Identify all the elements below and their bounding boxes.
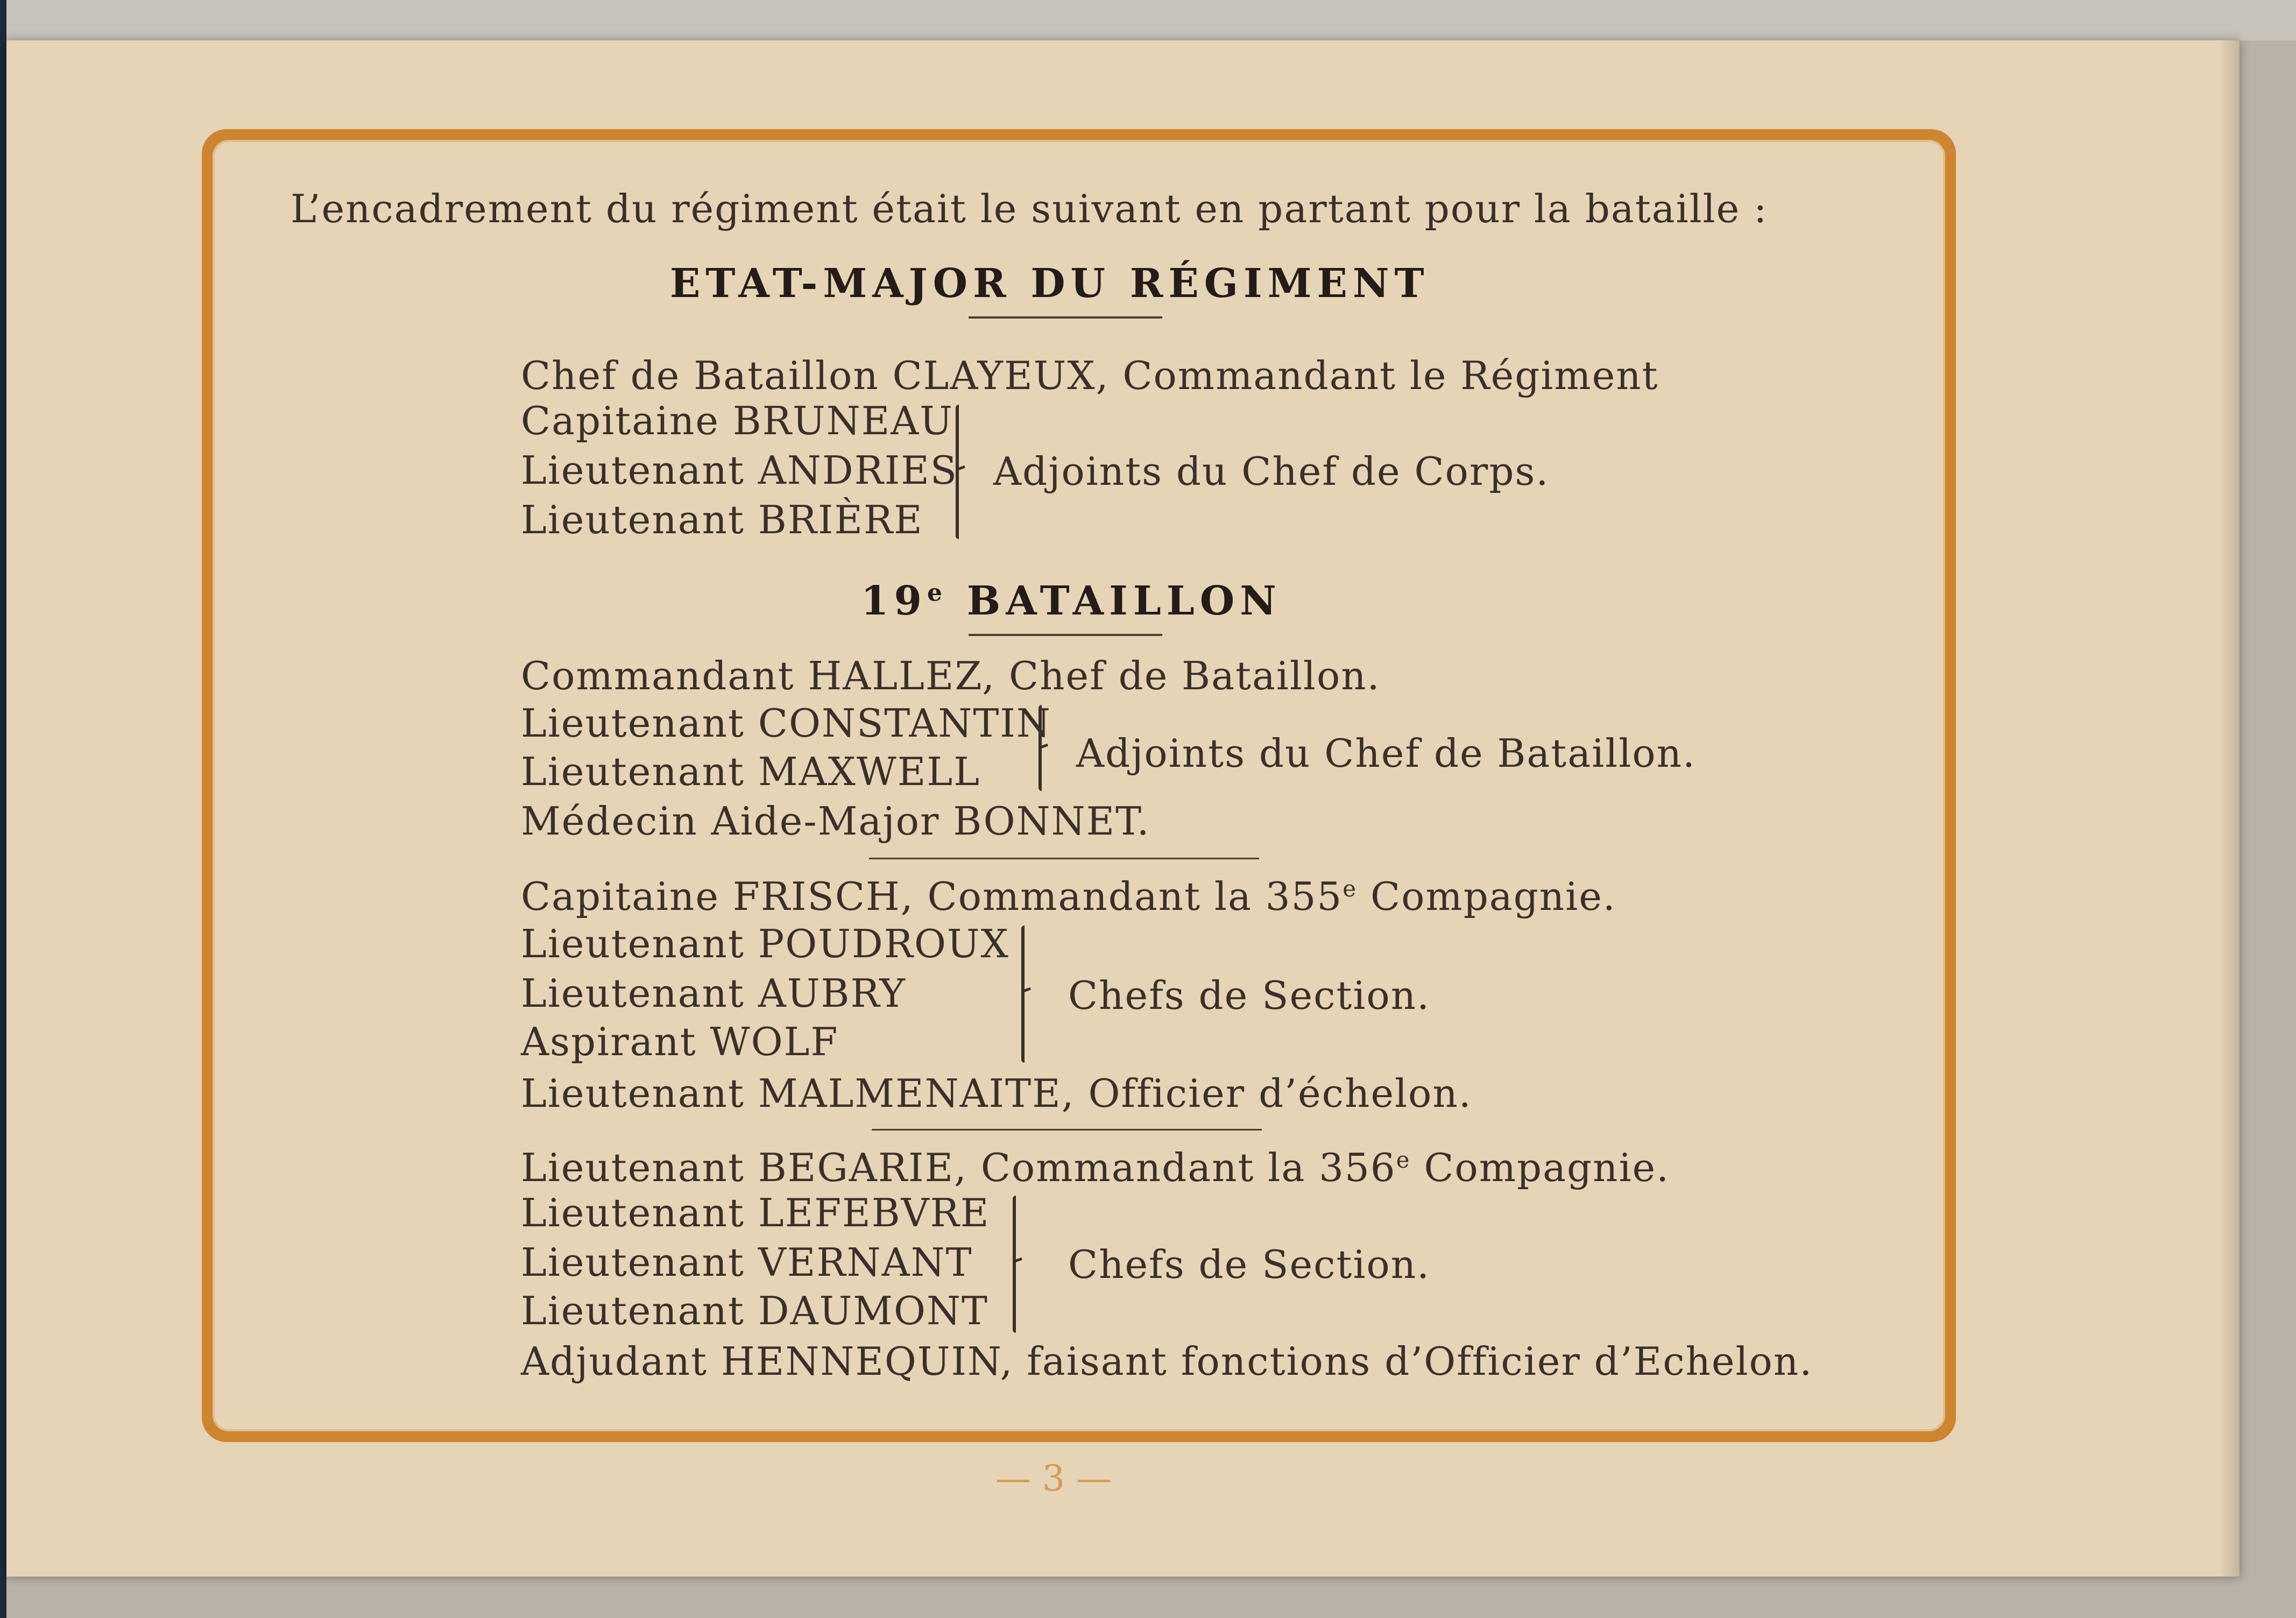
battalion-number-suffix: e	[927, 579, 948, 607]
company-355-commander: Capitaine FRISCH, Commandant la 355e Compagnie.	[521, 874, 1616, 919]
battalion-number: 19	[861, 578, 927, 624]
battalion-word: BATAILLON	[966, 578, 1282, 624]
section-leader: Aspirant WOLF	[521, 1019, 839, 1064]
section-divider	[869, 858, 1259, 859]
battalion-commander: Commandant HALLEZ, Chef de Bataillon.	[521, 653, 1381, 698]
staff-group-role: Adjoints du Chef de Corps.	[993, 449, 1550, 494]
section-leader: Lieutenant VERNANT	[521, 1240, 973, 1285]
company-356-commander: Lieutenant BEGARIE, Commandant la 356e Compagnie.	[521, 1145, 1670, 1190]
page-number: — 3 —	[995, 1458, 1112, 1499]
staff-member: Lieutenant BRIÈRE	[521, 497, 923, 542]
company-355-group-role: Chefs de Section.	[1068, 973, 1430, 1018]
regiment-commander: Chef de Bataillon CLAYEUX, Commandant le Régiment	[521, 353, 1659, 398]
section-leader: Lieutenant POUDROUX	[521, 921, 1009, 966]
staff-member: Capitaine BRUNEAU	[521, 398, 953, 443]
staff-member: Lieutenant ANDRIES	[521, 448, 958, 493]
battalion-staff-member: Lieutenant CONSTANTIN	[521, 701, 1051, 746]
group-brace	[956, 405, 974, 539]
company-355-echelon-officer: Lieutenant MALMENAITE, Officier d’échelon.	[521, 1071, 1472, 1116]
section-divider	[872, 1129, 1262, 1131]
heading-etat-major: ETAT-MAJOR DU RÉGIMENT	[670, 260, 1430, 307]
battalion-doctor: Médecin Aide-Major BONNET.	[521, 799, 1150, 844]
heading-underline	[969, 316, 1162, 319]
company-356-group-role: Chefs de Section.	[1068, 1242, 1430, 1287]
group-brace	[1013, 1196, 1031, 1333]
company-356-echelon-officer: Adjudant HENNEQUIN, faisant fonctions d’Officier d’Echelon.	[521, 1339, 1813, 1384]
intro-text: L’encadrement du régiment était le suivant en partant pour la bataille :	[291, 186, 1768, 231]
group-brace	[1039, 705, 1057, 791]
heading-underline	[969, 634, 1162, 636]
battalion-group-role: Adjoints du Chef de Bataillon.	[1076, 731, 1696, 776]
group-brace	[1021, 925, 1040, 1063]
section-leader: Lieutenant DAUMONT	[521, 1288, 989, 1333]
section-leader: Lieutenant AUBRY	[521, 971, 906, 1016]
heading-battalion	[861, 578, 1282, 624]
battalion-staff-member: Lieutenant MAXWELL	[521, 749, 981, 794]
section-leader: Lieutenant LEFEBVRE	[521, 1190, 990, 1235]
